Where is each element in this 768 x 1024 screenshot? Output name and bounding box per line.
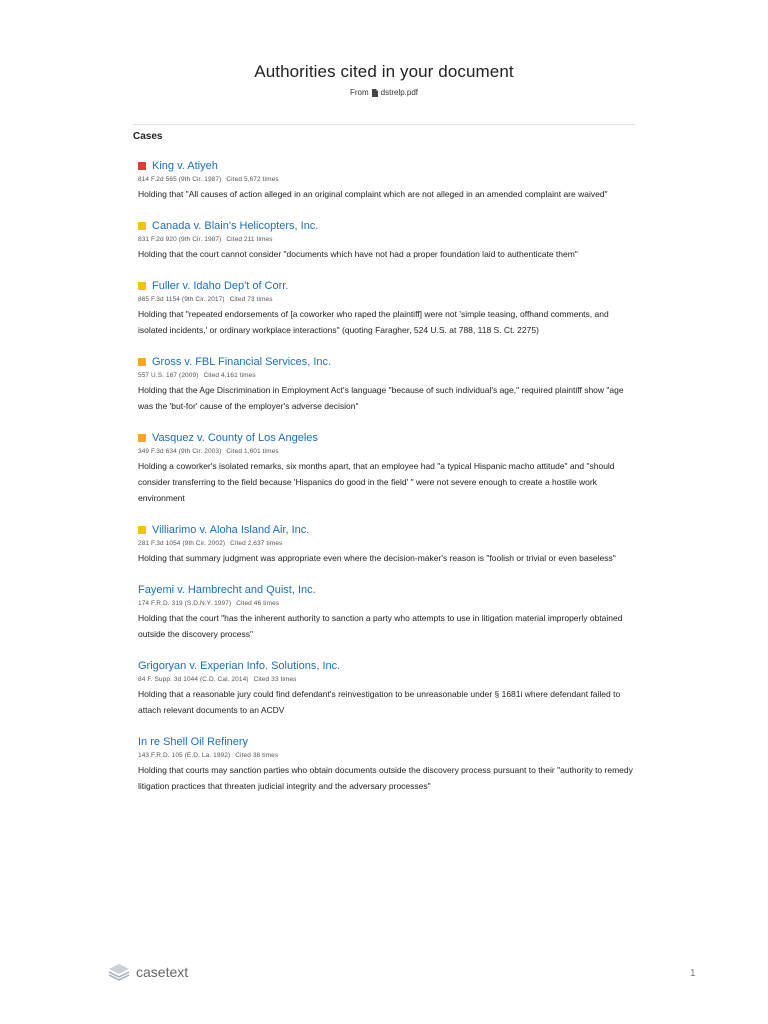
- case-header: [138, 431, 638, 445]
- case-name-link[interactable]: In re Shell Oil Refinery: [138, 736, 249, 748]
- case-citation-line: [138, 539, 638, 548]
- case-item: [138, 523, 638, 566]
- cited-count: Cited 5,672 times: [226, 176, 279, 183]
- case-citation: 557 U.S. 167 (2009): [138, 372, 199, 379]
- case-item: [138, 583, 638, 642]
- source-line: [0, 88, 768, 97]
- case-item: [138, 159, 638, 202]
- case-holding: Holding that the Age Discrimination in Employment Act's language "because of such individual's age," required plaintiff show "age was the 'but-for' cause of the employer's adverse decision": [138, 385, 624, 411]
- case-citation: 349 F.3d 634 (9th Cir. 2003): [138, 448, 222, 455]
- case-citation-line: [138, 447, 638, 456]
- file-name[interactable]: dstrelp.pdf: [380, 88, 419, 97]
- case-citation: 84 F. Supp. 3d 1044 (C.D. Cal. 2014): [138, 676, 249, 683]
- case-citation: 865 F.3d 1154 (9th Cir. 2017): [138, 296, 225, 303]
- from-label: From: [349, 88, 369, 97]
- case-holding: Holding that a reasonable jury could find defendant's reinvestigation to be unreasonable under § 1681i where defendant failed to attach relevant documents to an ACDV: [138, 689, 621, 715]
- page-number: 1: [690, 968, 696, 979]
- cited-count: Cited 33 times: [253, 676, 297, 683]
- case-item: [138, 355, 638, 414]
- case-citation: 281 F.3d 1054 (9th Cir. 2002): [138, 540, 226, 547]
- case-item: [138, 735, 638, 794]
- case-citation-line: [138, 675, 638, 684]
- orange-flag-icon: [138, 434, 146, 442]
- case-holding: Holding that summary judgment was appropriate even where the decision-maker's reason is "foolish or trivial or even baseless": [138, 553, 616, 563]
- cited-count: Cited 4,161 times: [203, 372, 256, 379]
- yellow-flag-icon: [138, 526, 146, 534]
- case-citation-line: [138, 235, 638, 244]
- case-header: [138, 583, 638, 597]
- case-header: [138, 219, 638, 233]
- case-citation-line: [138, 175, 638, 184]
- case-item: [138, 431, 638, 506]
- case-citation-line: [138, 371, 638, 380]
- yellow-flag-icon: [138, 222, 146, 230]
- cited-count: Cited 1,601 times: [226, 448, 279, 455]
- yellow-flag-icon: [138, 282, 146, 290]
- case-holding: Holding that the court cannot consider "documents which have not had a proper foundation laid to authenticate them": [138, 249, 578, 259]
- case-holding: Holding that "repeated endorsements of [a coworker who raped the plaintiff] were not 'simple teasing, offhand comments, and isolated incidents,' or ordinary workplace interactions" (quoting Faragher, 524 U.S. at 788, 118 S. Ct. 2275): [138, 309, 609, 335]
- case-holding: Holding that the court "has the inherent authority to sanction a party who attempts to use in litigation material improperly obtained outside the discovery process": [138, 613, 623, 639]
- case-header: [138, 159, 638, 173]
- cited-count: Cited 2,637 times: [230, 540, 283, 547]
- cited-count: Cited 46 times: [236, 600, 280, 607]
- file-icon: [372, 89, 378, 97]
- case-holding: Holding that "All causes of action alleged in an original complaint which are not alleged in an amended complaint are waived": [138, 189, 608, 199]
- cases-list: [138, 159, 638, 811]
- case-citation: 814 F.2d 565 (9th Cir. 1987): [138, 176, 222, 183]
- case-item: [138, 659, 638, 718]
- case-citation: 831 F.2d 920 (9th Cir. 1987): [138, 236, 222, 243]
- orange-flag-icon: [138, 358, 146, 366]
- case-item: [138, 219, 638, 262]
- casetext-logo-text: casetext: [136, 964, 189, 980]
- case-citation-line: [138, 599, 638, 608]
- red-flag-icon: [138, 162, 146, 170]
- case-holding: Holding a coworker's isolated remarks, six months apart, that an employee had "a typical Hispanic macho attitude" and "should consider transferring to the field because 'Hispanics do good in the field' " were not severe enough to create a hostile work environment: [138, 461, 615, 503]
- case-name-link[interactable]: Villiarimo v. Aloha Island Air, Inc.: [152, 524, 310, 536]
- casetext-logo-icon: [108, 962, 130, 982]
- casetext-logo[interactable]: [108, 962, 188, 982]
- case-name-link[interactable]: Vasquez v. County of Los Angeles: [152, 432, 318, 444]
- case-name-link[interactable]: Gross v. FBL Financial Services, Inc.: [152, 356, 332, 368]
- case-name-link[interactable]: Canada v. Blain's Helicopters, Inc.: [152, 220, 319, 232]
- case-citation: 143 F.R.D. 105 (E.D. La. 1992): [138, 752, 231, 759]
- case-header: [138, 735, 638, 749]
- section-title: Cases: [133, 131, 163, 142]
- case-item: [138, 279, 638, 338]
- case-header: [138, 523, 638, 537]
- cited-count: Cited 211 times: [226, 236, 273, 243]
- case-name-link[interactable]: Fuller v. Idaho Dep't of Corr.: [152, 280, 289, 292]
- case-header: [138, 659, 638, 673]
- header-divider: [133, 124, 635, 125]
- cited-count: Cited 38 times: [235, 752, 279, 759]
- case-header: [138, 355, 638, 369]
- cited-count: Cited 73 times: [229, 296, 273, 303]
- case-citation: 174 F.R.D. 319 (S.D.N.Y. 1997): [138, 600, 232, 607]
- case-citation-line: [138, 751, 638, 760]
- case-name-link[interactable]: Fayemi v. Hambrecht and Quist, Inc.: [138, 584, 316, 596]
- case-citation-line: [138, 295, 638, 304]
- case-header: [138, 279, 638, 293]
- case-name-link[interactable]: Grigoryan v. Experian Info. Solutions, Inc.: [138, 660, 341, 672]
- page-title: Authorities cited in your document: [254, 62, 514, 81]
- case-name-link[interactable]: King v. Atiyeh: [152, 160, 218, 172]
- case-holding: Holding that courts may sanction parties who obtain documents outside the discovery process pursuant to their "authority to remedy litigation practices that threaten judicial integrity and the adversary processes": [138, 765, 633, 791]
